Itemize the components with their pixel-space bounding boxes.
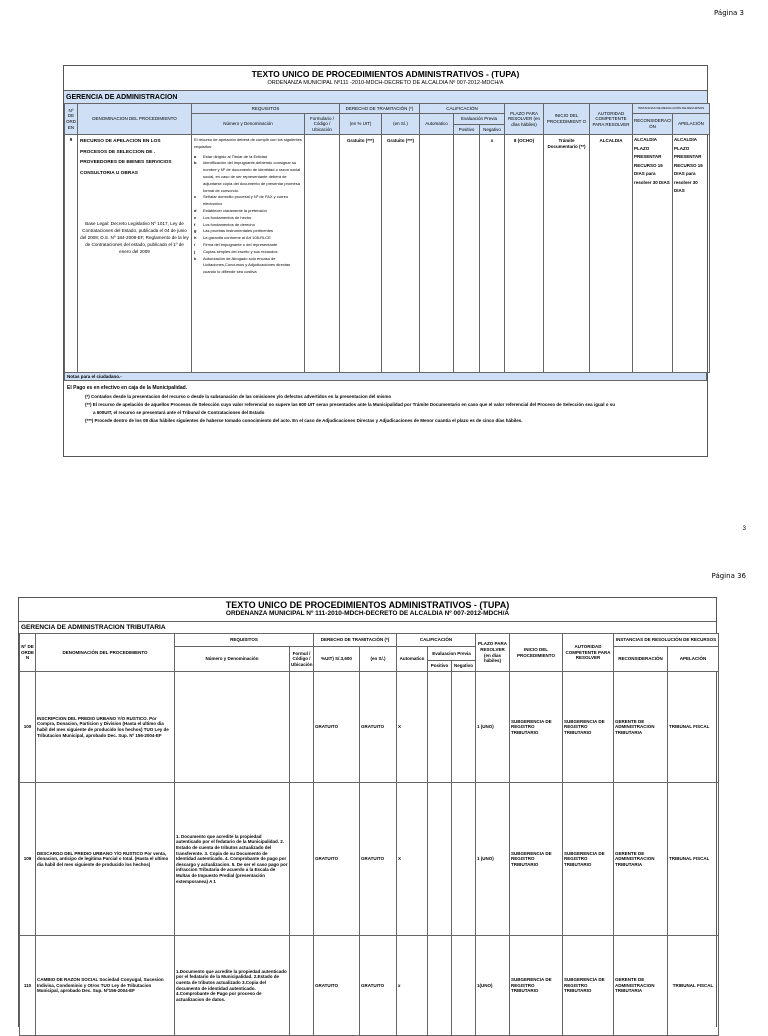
- row-soles: Gratuito (***): [382, 135, 420, 373]
- row-reconsideracion: GERENTE DE ADMINISTRACION TRIBUTARIA: [614, 936, 668, 1036]
- note-item: (***) Procede dentro de los 08 días hábiles siguientes de haberse tomado conocimiento del acto. En el caso de Adjudicaciones Directas y Adjudicaciones de Menor cuantía el plazo es de cinco días hábiles.: [85, 418, 523, 423]
- header-automatico: Automatico: [397, 647, 428, 672]
- row-positivo: [454, 135, 480, 373]
- row-negativo: x: [480, 135, 505, 373]
- row-requisitos: 1.Documento que acredite la propiedad autenticado por el fedatario de la Municipalidad. 2.Estado de cuenta de tributos actualizado 3.Copia del documento de identidad autenticado. 4.Comprobante de Pago por proceso de actualizacion de datos.: [175, 936, 290, 1036]
- sheet-title: TEXTO UNICO DE PROCEDIMIENTOS ADMINISTRATIVOS - (TUPA): [225, 600, 510, 610]
- row-formulario: [290, 672, 314, 783]
- note-item: El Pago es en efectivo en caja de la Municipalidad.: [67, 385, 188, 391]
- header-formulario: Formul / Código / Ubicación: [290, 647, 314, 672]
- procedure-name: RECURSO DE APELACION EN LOS PROCESOS DE SELECCION DE . PROVEEDORES DE BIENES SERVICIOS CONSULTORIA U OBRAS: [80, 139, 172, 176]
- header-numero-denominacion: Número y Denominación: [175, 647, 290, 672]
- list-item: a Estar dirigido al Titular de la Entidad: [194, 153, 268, 159]
- header-calificacion: CALIFICACIÓN: [397, 634, 476, 647]
- header-apelacion: APELACIÓN: [673, 114, 710, 135]
- row-plazo: 1 (UNO): [476, 783, 510, 936]
- procedures-table: [64, 103, 710, 373]
- header-uit: (en % UIT): [340, 114, 382, 135]
- header-derecho: DERECHO DE TRAMITACIÓN (*): [340, 104, 420, 114]
- row-num: 100: [20, 672, 36, 783]
- header-denominacion: DENOMINACIÓN DEL PROCEDIMIENTO: [36, 634, 175, 672]
- header-instancias: INSTANCIAS DE RESOLUCIÓN DE RECURSOS: [633, 104, 710, 114]
- header-derecho: DERECHO DE TRAMITACIÓN (*): [314, 634, 397, 647]
- list-item: b Identificación del impugnante,debiendo consignar su nombre y Nº de documento de identidad o razon social: [194, 160, 301, 173]
- notes-label: Notas para el ciudadano.-: [64, 373, 707, 381]
- row-autoridad: SUBGERENCIA DE REGISTRO TRIBUTARIO: [563, 936, 614, 1036]
- row-negativo: [452, 936, 476, 1036]
- header-denominacion: DENOMINACION DEL PROCEDIMIENTO: [78, 104, 192, 135]
- row-reconsideracion: GERENTE DE ADMINISTRACION TRIBUTARIA: [614, 783, 668, 936]
- list-item: social, en caso de ser representante deberá de adjuntarse copia del documento de presentar promesa formal de consorcio.: [203, 173, 300, 193]
- header-evaluacion: Evaluacion Previa: [428, 647, 476, 661]
- tupa-sheet-administracion: [63, 65, 708, 457]
- list-item: i Firma del impugnante o del representante: [194, 241, 278, 247]
- row-automatico: x: [397, 936, 428, 1036]
- sheet-subtitle: ORDENANZA MUNICIPAL Nº 111-2010-MDCH-DECRETO DE ALCALDIA Nº 007-2012-MDCH/A: [225, 610, 510, 617]
- row-positivo: [428, 672, 452, 783]
- row-procedure: DESCARGO DEL PREDIO URBANO Y/O RUSTICO Por venta, donacion, anticipo de legitima Parcial o total. (Hasta el ultimo dia habil del mes siguiente de producido los hechos): [36, 783, 175, 936]
- header-plazo: PLAZO PARA RESOLVER (en días hábiles): [505, 104, 544, 135]
- header-positivo: Positivo: [454, 125, 480, 135]
- row-automatico: X: [397, 783, 428, 936]
- row-num: 109: [20, 783, 36, 936]
- sheet-title: TEXTO UNICO DE PROCEDIMIENTOS ADMINISTRATIVOS - (TUPA): [251, 69, 520, 79]
- row-autoridad: ALCALDIA: [590, 135, 633, 373]
- header-inicio: INICIO DEL PROCEDIMIENTO: [510, 634, 563, 672]
- row-soles: GRATUITO: [360, 783, 397, 936]
- section-number: 3: [742, 526, 746, 532]
- row-procedure: INSCRIPCION DEL PREDIO URBANO Y/O RUSTICO. Por Compra, Donacion, Particion y Division (Hasta el ultimo dia habil del mes siguiente de producido los hechos) TUO Ley de Tributacion Municipal, aprobado Dec. Sup. Nº 156-2004-EF: [36, 672, 175, 783]
- header-formulario: Formulario / Código / Ubicación: [305, 114, 340, 135]
- row-formulario: [305, 135, 340, 373]
- row-soles: GRATUITO: [360, 936, 397, 1036]
- header-autoridad: AUTORIDAD COMPETENTE PARA RESOLVER: [563, 634, 614, 672]
- header-positivo: Positivo: [428, 661, 452, 672]
- header-num: Nº DE ORD EN: [65, 104, 78, 135]
- header-requisitos: REQUISITOS: [192, 104, 340, 114]
- row-inicio: SUBGERENCIA DE REGISTRO TRIBUTARIO: [510, 783, 563, 936]
- gerencia-header: GERENCIA DE ADMINISTRACION TRIBUTARIA: [19, 621, 716, 633]
- row-formulario: [290, 783, 314, 936]
- row-requisitos: [175, 672, 290, 783]
- table-row: [20, 672, 719, 783]
- row-apelacion: ALCALDIA PLAZO PRESENTAR RECURSO 15 DIAS para resolver 30 DIAS: [673, 135, 710, 373]
- row-requisitos: 1. Documento que acredite la propiedad autenticado por el fedatario de la Municipalidad. 2. Estado de cuenta de tributos actualizado del transferente. 3. Copia de su Documento de Identidad autenticado. 4. Comprobante de pago por descargo y actualizacion. 5. De ser el caso pago por infraccion Tributaria de acuerdo a la Escala de Multas de Impuesto Predial (presentación extemporanea) A 1: [175, 783, 290, 936]
- requisitos-intro: El recurso de apelación deberá de cumplir con los siguientes requisitos:: [194, 137, 302, 149]
- row-uit: GRATUITO: [314, 672, 360, 783]
- header-plazo: PLAZO PARA RESOLVER (en días hábiles): [476, 634, 510, 672]
- header-negativo: Negativo: [480, 125, 505, 135]
- row-reconsideracion: GERENTE DE ADMINISTRACION TRIBUTARIA: [614, 672, 668, 783]
- tupa-sheet-tributaria: [18, 597, 717, 1027]
- row-plazo: 1 (UNO): [476, 672, 510, 783]
- table-row: [20, 936, 719, 1036]
- row-procedure: [78, 135, 192, 373]
- header-negativo: Negativo: [452, 661, 476, 672]
- base-legal: Base Legal: Decreto Legislativo Nº 1017, Ley de Contrataciones del Estado, publicada el 04 de junio del 2008; D.S. Nº 184-2008-EF, Reglamento de la ley de Contrataciones del estado, publicado el 1º de enero del 2009: [80, 221, 189, 254]
- row-negativo: [452, 672, 476, 783]
- row-uit: GRATUITO: [314, 783, 360, 936]
- row-inicio: SUBGERENCIA DE REGISTRO TRIBUTARIO: [510, 672, 563, 783]
- list-item: e Los fundamentos de hecho: [194, 214, 252, 220]
- row-inicio: Trámite Documentario (**): [544, 135, 590, 373]
- note-item: a 600UIT, el recurso se presentará ante el Tribunal de Contrataciones del Estado: [93, 410, 265, 415]
- row-num: 110: [20, 936, 36, 1036]
- list-item: k Autorización de Abogado solo encaso de Licitaciones,Concursos y Adjudicaciones directas cuando lo difiende sea costiva: [194, 255, 291, 275]
- header-uit: %UIT) S/.3,600: [314, 647, 360, 672]
- row-soles: GRATUITO: [360, 672, 397, 783]
- header-num: Nº DE ORDE N: [20, 634, 36, 672]
- header-evaluacion: Evaluación Previa: [454, 114, 505, 125]
- sheet-subtitle: ORDENANZA MUNICIPAL Nº111 -2010-MDCH-DECRETO DE ALCALDIA Nº 007-2012-MDCH/A: [267, 80, 504, 86]
- header-autoridad: AUTORIDAD COMPETENTE PARA RESOLVER: [590, 104, 633, 135]
- list-item: j Copias simples del escrito y sus recaudos: [194, 248, 278, 254]
- note-item: (*) Contados desde la presentacion del recurso o desde la subsanación de las omisiones y/o defectos advertidos en la presentacion del mismo: [85, 394, 392, 399]
- header-apelacion: APELACIÓN: [668, 647, 719, 672]
- row-requisitos: [192, 135, 305, 373]
- row-apelacion: TRIBUNAL FISCAL: [668, 783, 719, 936]
- requisitos-list: [194, 137, 302, 276]
- row-automatico: X: [397, 672, 428, 783]
- procedures-table: [19, 633, 719, 1036]
- header-reconsideracion: RECONSIDERACIÓN: [614, 647, 668, 672]
- row-apelacion: TRIBUNAL FISCAL: [668, 672, 719, 783]
- row-plazo: 1(UNO): [476, 936, 510, 1036]
- row-apelacion: TRIBUNAL FISCAL: [668, 936, 719, 1036]
- header-calificacion: CALIFICACIÓN: [420, 104, 505, 114]
- row-positivo: [428, 783, 452, 936]
- table-row: [20, 783, 719, 936]
- page-number-bottom: Página 36: [711, 572, 746, 580]
- header-automatico: Automatico: [420, 114, 454, 135]
- gerencia-header: GERENCIA DE ADMINISTRACION: [64, 90, 707, 103]
- header-numero-denominacion: Número y Denominación: [192, 114, 305, 135]
- list-item: c Señalar domicilio procesal y Nº de FAX y correo electronico: [194, 194, 289, 207]
- row-num: 9: [65, 135, 78, 373]
- row-plazo: 8 (OCHO): [505, 135, 544, 373]
- row-positivo: [428, 936, 452, 1036]
- list-item: f Los fundamentos de derecho: [194, 221, 255, 227]
- row-formulario: [290, 936, 314, 1036]
- header-reconsideracion: RECONSIDERACI ÓN: [633, 114, 673, 135]
- header-inicio: INICIO DEL PROCEDIMIENT O: [544, 104, 590, 135]
- list-item: h La garantia conforme al Art 108-RLCE: [194, 235, 271, 241]
- note-item: (**) El recurso de apelación de aquellos Procesos de Selección cuyo valor referencial no supere las 600 UIT seran presentados ante la Municipalidad por Trámite Documentario en caso que el valor referencial del Proceso de Selección sea igual o su: [85, 402, 615, 407]
- row-autoridad: SUBGERENCIA DE REGISTRO TRIBUTARIO: [563, 783, 614, 936]
- notes-block: [64, 381, 707, 427]
- list-item: d Establecer claramente la pretensión: [194, 207, 267, 213]
- row-procedure: CAMBIO DE RAZON SOCIAL Sociedad Conyugal, Sucesion Indivisa, Condominio y Otros TUO Ley de Tributacion Municipal, aprobado Dec. Sup. Nº156-2004-EF: [36, 936, 175, 1036]
- header-instancias: INSTANCIAS DE RESOLUCIÓN DE RECURSOS: [614, 634, 719, 647]
- table-row: [65, 135, 710, 373]
- row-negativo: [452, 783, 476, 936]
- row-autoridad: SUBGERENCIA DE REGISTRO TRIBUTARIO: [563, 672, 614, 783]
- list-item: g Las pruebas instrumentales pertinentes: [194, 228, 274, 234]
- row-automatico: [420, 135, 454, 373]
- row-uit: Gratuito (***): [340, 135, 382, 373]
- header-soles: (en S/.): [360, 647, 397, 672]
- row-inicio: SUBGERENCIA DE REGISTRO TRIBUTARIO: [510, 936, 563, 1036]
- page-number-top: Página 3: [714, 9, 744, 17]
- row-uit: GRATUITO: [314, 936, 360, 1036]
- row-reconsideracion: ALCALDIA PLAZO PRESENTAR RECURSO 15 DIAS para resolver 30 DIAS: [633, 135, 673, 373]
- header-requisitos: REQUISITOS: [175, 634, 314, 647]
- header-soles: (en S/.): [382, 114, 420, 135]
